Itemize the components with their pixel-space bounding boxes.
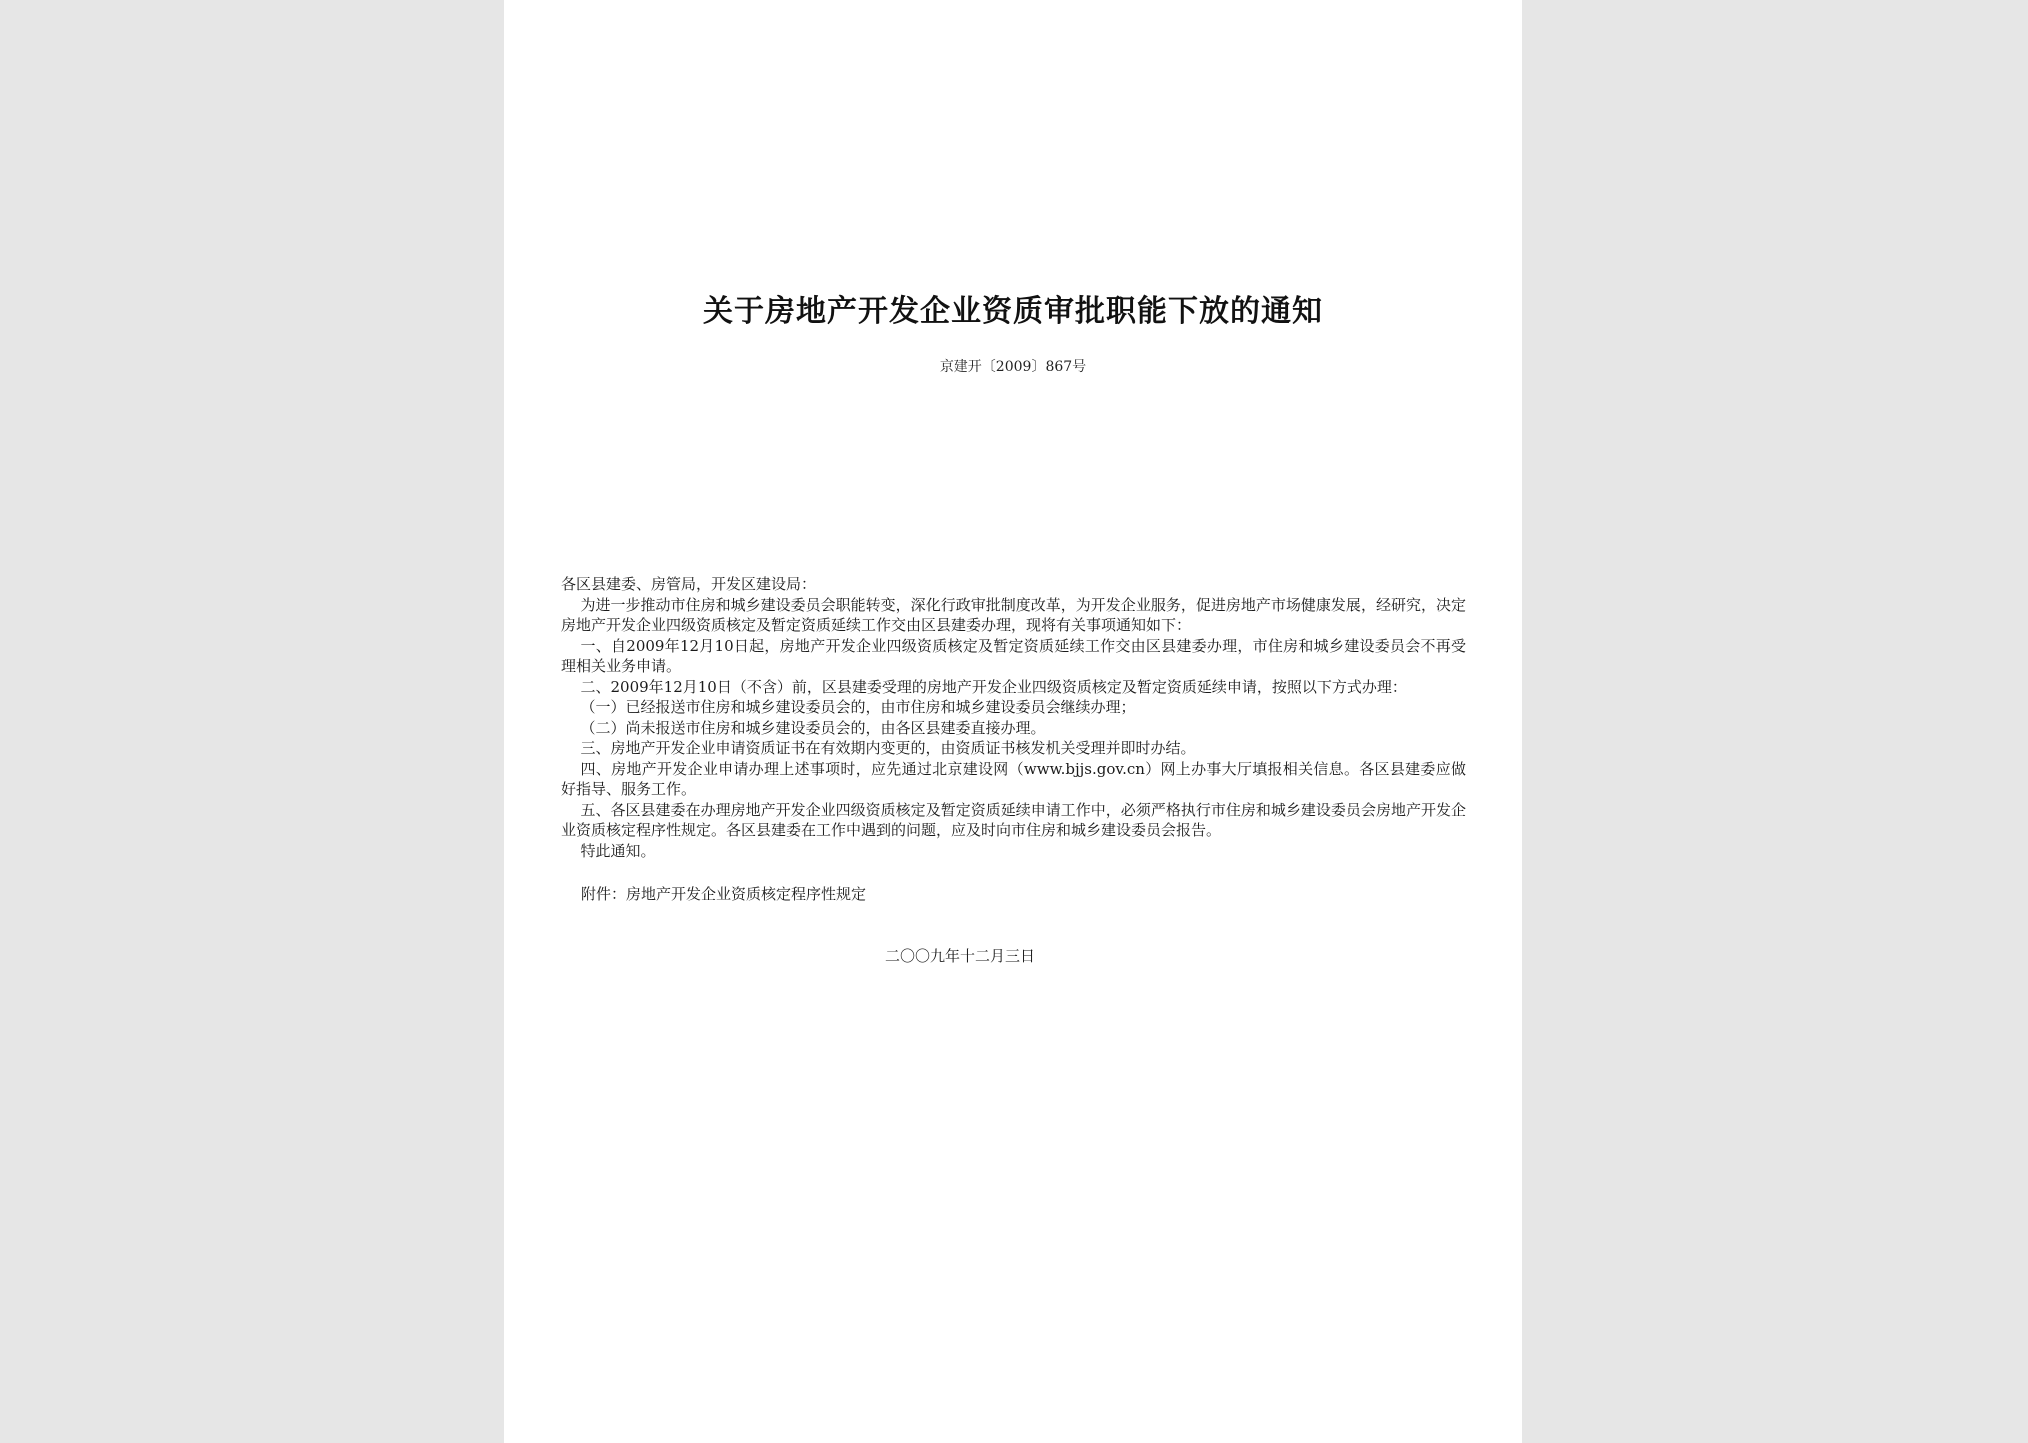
attachment-note: 附件：房地产开发企业资质核定程序性规定 bbox=[581, 885, 867, 903]
paragraph-item-2-sub-2: （二）尚未报送市住房和城乡建设委员会的，由各区县建委直接办理。 bbox=[580, 718, 1046, 737]
paragraph-closing: 特此通知。 bbox=[580, 841, 656, 860]
paragraph-item-1: 一、自2009年12月10日起，房地产开发企业四级资质核定及暂定资质延续工作交由区县建委办理，市住房和城乡建设委员会不再受理相关业务申请。 bbox=[561, 636, 1466, 675]
paragraph-item-2-sub-1: （一）已经报送市住房和城乡建设委员会的，由市住房和城乡建设委员会继续办理； bbox=[580, 698, 1136, 716]
document-page bbox=[504, 0, 1522, 1443]
document-date: 二〇〇九年十二月三日 bbox=[885, 947, 1036, 965]
document-body bbox=[561, 574, 1466, 861]
paragraph-item-4: 四、房地产开发企业申请办理上述事项时，应先通过北京建设网（www.bjjs.gov.cn）网上办事大厅填报相关信息。各区县建委应做好指导、服务工作。 bbox=[561, 759, 1466, 798]
salutation: 各区县建委、房管局，开发区建设局： bbox=[561, 575, 817, 593]
paragraph-intro: 为进一步推动市住房和城乡建设委员会职能转变，深化行政审批制度改革，为开发企业服务，促进房地产市场健康发展，经研究，决定房地产开发企业四级资质核定及暂定资质延续工作交由区县建委办理，现将有关事项通知如下： bbox=[561, 595, 1466, 634]
document-title: 关于房地产开发企业资质审批职能下放的通知 bbox=[703, 294, 1323, 329]
paragraph-item-3: 三、房地产开发企业申请资质证书在有效期内变更的，由资质证书核发机关受理并即时办结。 bbox=[580, 739, 1196, 757]
document-number: 京建开〔2009〕867号 bbox=[939, 359, 1087, 375]
paragraph-item-2: 二、2009年12月10日（不含）前，区县建委受理的房地产开发企业四级资质核定及暂定资质延续申请，按照以下方式办理： bbox=[580, 677, 1407, 696]
paragraph-item-5: 五、各区县建委在办理房地产开发企业四级资质核定及暂定资质延续申请工作中，必须严格执行市住房和城乡建设委员会房地产开发企业资质核定程序性规定。各区县建委在工作中遇到的问题，应及时向市住房和城乡建设委员会报告。 bbox=[561, 800, 1466, 839]
